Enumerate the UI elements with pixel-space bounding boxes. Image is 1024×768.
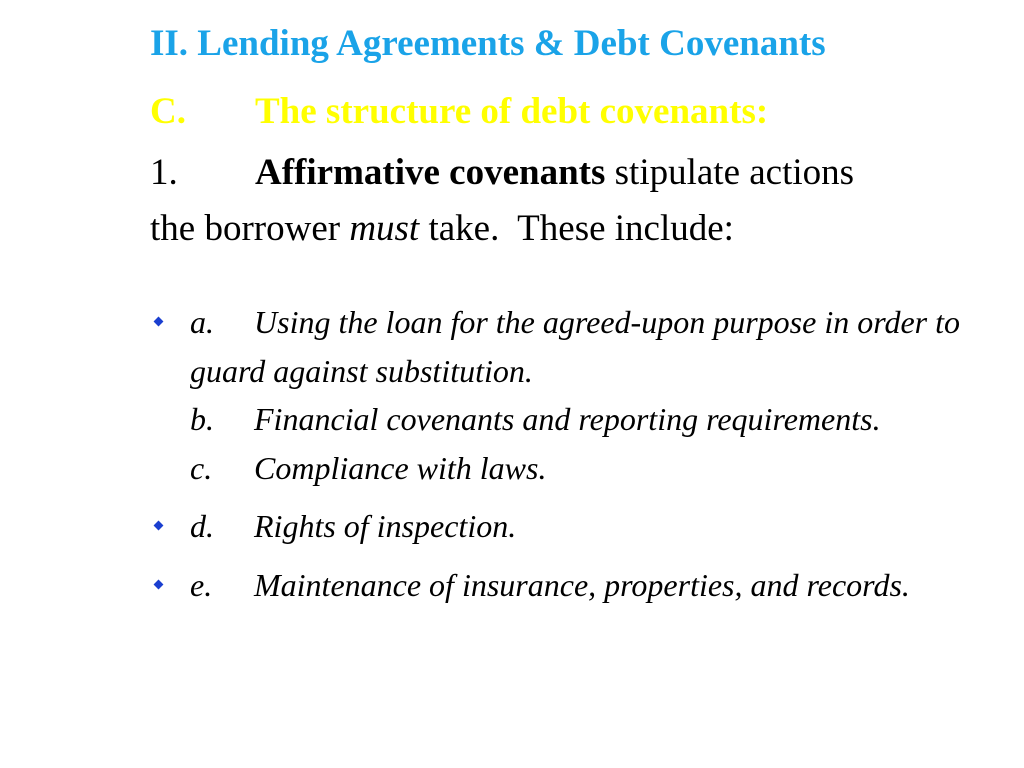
covenant-item-b [190,395,1010,444]
intro-line-1 [150,145,1000,201]
intro-after-bold: stipulate actions [605,152,855,193]
intro-paragraph [150,145,1000,257]
intro-line2-end: take. These include: [419,208,734,249]
slide-title: II. Lending Agreements & Debt Covenants [150,23,826,64]
section-heading-text: The structure of debt covenants: [255,91,769,132]
intro-line-2 [150,201,1000,257]
item-label: a. [190,304,214,340]
covenant-item-e [190,561,1010,610]
intro-emphasis: must [349,208,420,249]
intro-number: 1. [150,152,178,193]
item-text: Maintenance of insurance, properties, and records. [254,566,910,603]
covenant-item-d [190,502,1010,551]
list-item [150,502,1010,551]
item-text: Rights of inspection. [254,508,517,544]
intro-bold-term: Affirmative covenants [255,152,606,193]
list-item [150,561,1010,610]
item-text: Financial covenants and reporting requirements. [254,401,881,437]
diamond-bullet-icon [154,521,164,531]
diamond-bullet-icon [154,317,164,327]
covenant-item-a [190,298,1010,395]
list-item [150,298,1010,492]
covenant-list [150,298,1010,609]
item-text: Compliance with laws. [254,449,547,486]
intro-line2-start: the borrower [150,208,350,249]
covenant-item-c [190,444,1010,493]
section-heading-number: C. [150,91,186,132]
item-label: e. [190,566,213,603]
item-label: b. [190,401,214,437]
item-text: Using the loan for the agreed-upon purpose in order to guard against substitution. [190,304,961,389]
section-heading [150,90,768,133]
item-label: d. [190,508,214,544]
item-label: c. [190,449,213,486]
diamond-bullet-icon [154,579,164,589]
